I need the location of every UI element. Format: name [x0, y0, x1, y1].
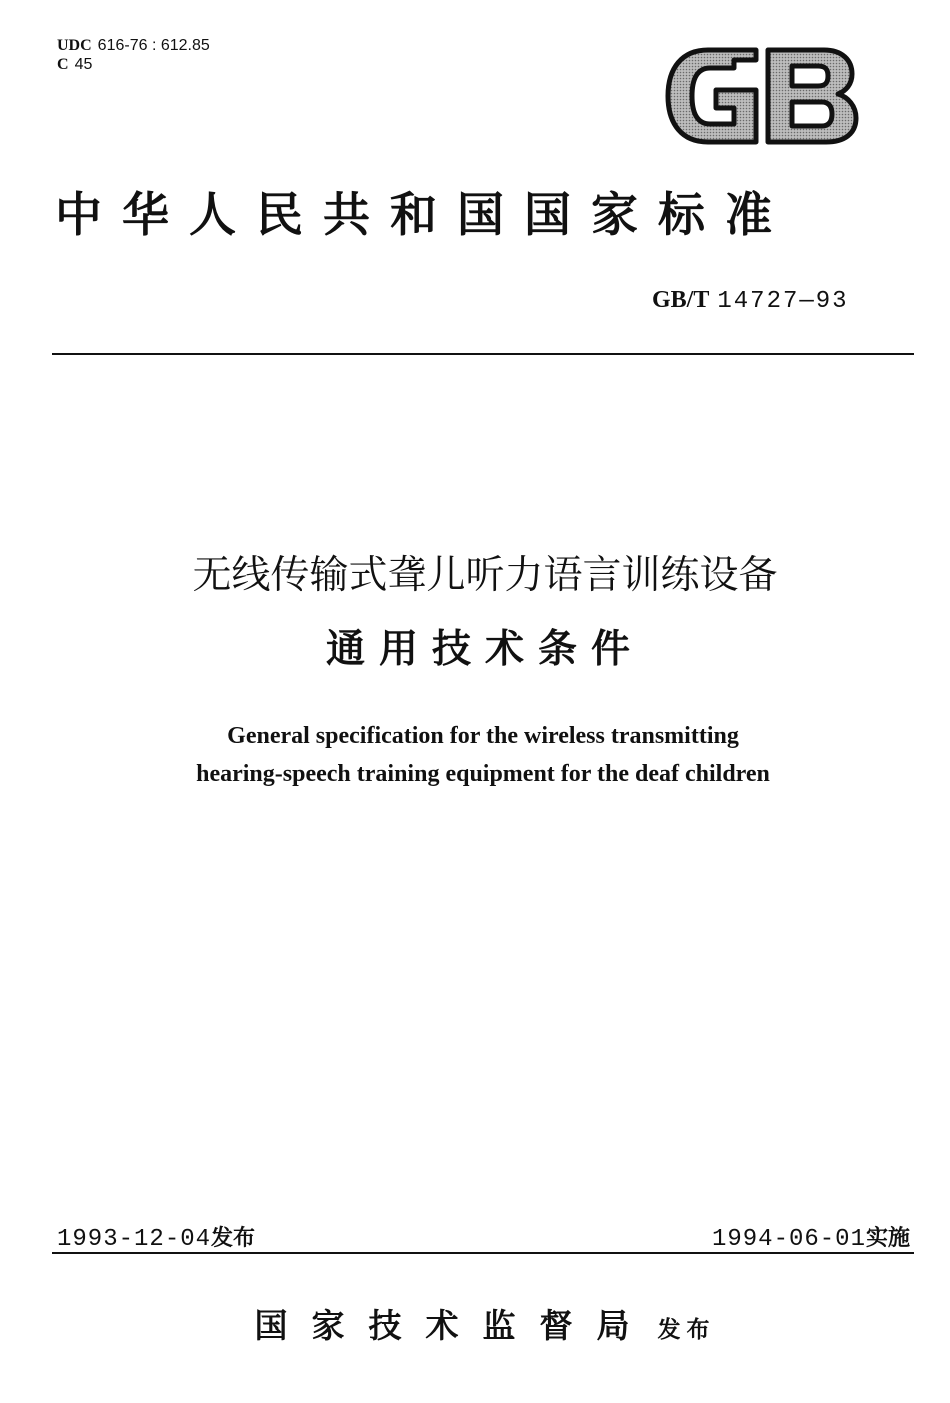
c-line — [57, 55, 210, 74]
national-standard-heading: 中华人民共和国国家标准 — [55, 188, 792, 243]
udc-label: UDC — [57, 37, 92, 54]
udc-line — [57, 36, 210, 55]
standard-prefix: GB/T — [652, 287, 710, 313]
implement-date: 1994-06-01 — [711, 1226, 866, 1253]
footer-divider — [52, 1252, 914, 1254]
title-english — [0, 717, 950, 793]
title-english-line1: General specification for the wireless transmitting — [227, 723, 739, 749]
udc-value: 616-76 : 612.85 — [97, 37, 210, 54]
standard-code — [652, 284, 849, 317]
issue-date-block — [57, 1222, 255, 1255]
issue-date: 1993-12-04 — [57, 1226, 212, 1253]
publisher-line — [0, 1300, 950, 1347]
issue-label: 发布 — [211, 1226, 256, 1251]
c-value: 45 — [74, 56, 93, 73]
title-english-line2: hearing-speech training equipment for the deaf children — [196, 761, 770, 787]
c-label: C — [57, 56, 69, 73]
publisher-organization: 国家技术监督局 — [254, 1306, 654, 1345]
implement-date-block — [712, 1222, 910, 1255]
header-divider — [52, 353, 914, 355]
gb-standard-logo-icon — [664, 44, 860, 148]
standard-number: 14727—93 — [717, 288, 849, 315]
title-chinese-line1: 无线传输式聋儿听力语言训练设备 — [192, 553, 778, 598]
title-chinese-line2: 通用技术条件 — [325, 627, 644, 672]
implement-label: 实施 — [865, 1226, 910, 1251]
publisher-action: 发布 — [657, 1317, 716, 1343]
classification-block — [57, 36, 210, 74]
